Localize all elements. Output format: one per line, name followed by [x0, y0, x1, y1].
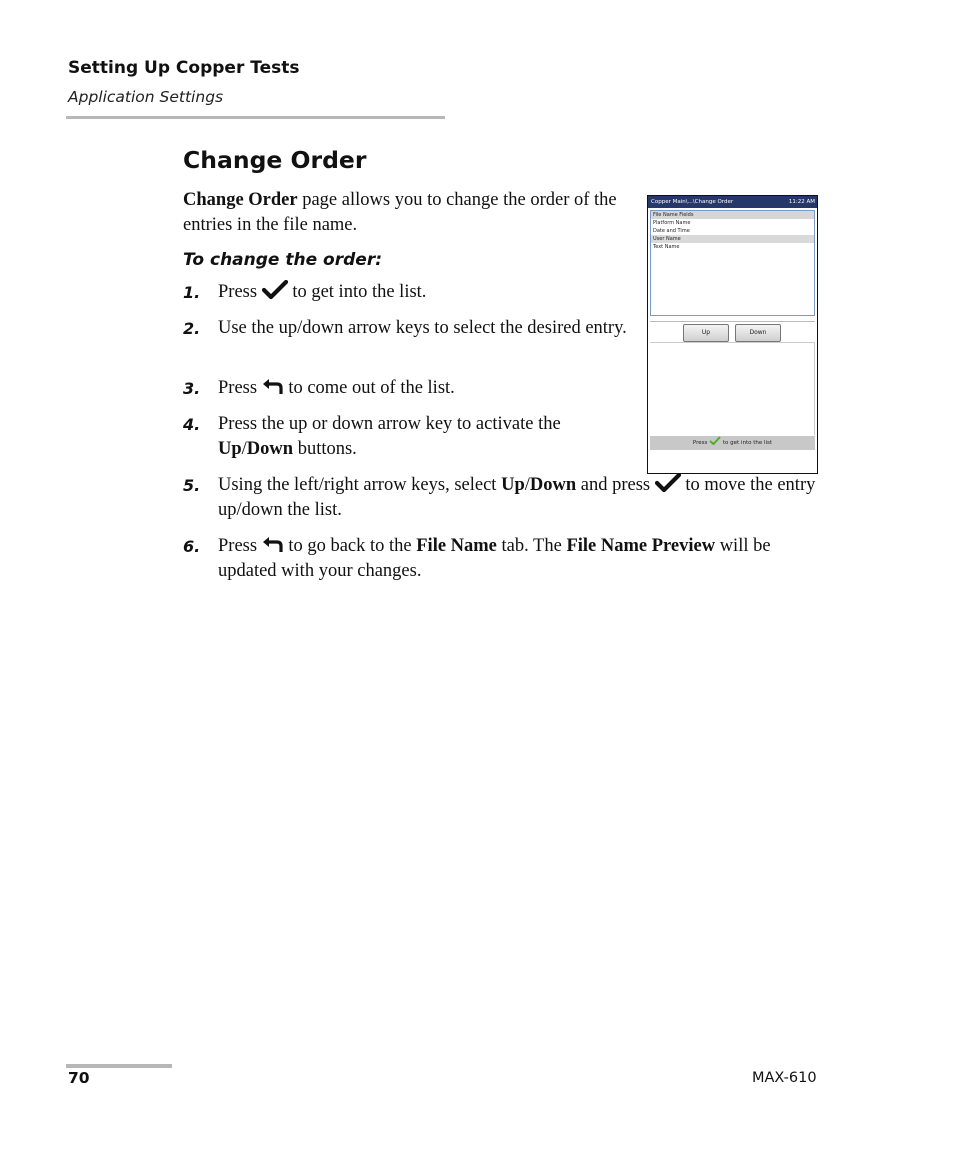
step-number: 5. [183, 476, 201, 495]
back-arrow-icon [262, 376, 284, 396]
step-text: Press to come out of the list. [218, 378, 455, 398]
device-clock: 11:22 AM [788, 199, 815, 205]
step-number: 6. [183, 537, 201, 556]
checkmark-icon [262, 280, 288, 300]
device-divider [650, 342, 815, 343]
checkmark-icon [655, 473, 681, 493]
device-divider [650, 321, 815, 322]
device-status-bar: Press to get into the list [650, 436, 815, 450]
list-item[interactable]: Platform Name [653, 220, 691, 226]
device-title: Copper Main\...\Change Order [651, 199, 734, 205]
back-arrow-icon [262, 534, 284, 554]
footer-divider [66, 1064, 172, 1068]
intro-bold-term: Change Order [183, 190, 298, 210]
list-item[interactable]: Date and Time [653, 228, 690, 234]
device-panel-edge [814, 342, 815, 435]
intro-text: page allows you to change the order of the entries in the file name. [183, 190, 617, 235]
list-item-selected[interactable]: User Name [651, 235, 814, 243]
product-name: MAX-610 [752, 1070, 817, 1086]
down-button[interactable]: Down [735, 324, 781, 342]
list-header: File Name Fields [651, 211, 814, 219]
procedure-heading: To change the order: [183, 250, 382, 270]
checkmark-icon [709, 436, 721, 445]
section-title: Change Order [183, 146, 367, 174]
running-header-title: Setting Up Copper Tests [68, 58, 300, 78]
intro-paragraph [183, 188, 648, 238]
step-text: Using the left/right arrow keys, select Up/Down and press to move the entry up/down the list. [218, 475, 816, 520]
step-text: Use the up/down arrow keys to select the desired entry. [218, 318, 627, 338]
device-screenshot [647, 195, 818, 474]
step-text: Press to get into the list. [218, 282, 427, 302]
step-text: Press to go back to the File Name tab. The File Name Preview will be updated with your changes. [218, 536, 771, 581]
device-title-bar [648, 196, 817, 208]
step-number: 3. [183, 379, 201, 398]
step-number: 4. [183, 415, 201, 434]
step-number: 1. [183, 283, 201, 302]
step-text: Press the up or down arrow key to activate the Up/Down buttons. [218, 414, 561, 459]
running-header-section: Application Settings [68, 88, 224, 106]
file-name-fields-list[interactable] [650, 210, 815, 316]
header-divider [66, 116, 445, 119]
list-item[interactable]: Text Name [653, 244, 680, 250]
step-number: 2. [183, 319, 201, 338]
page-number: 70 [68, 1069, 90, 1087]
up-button[interactable]: Up [683, 324, 729, 342]
